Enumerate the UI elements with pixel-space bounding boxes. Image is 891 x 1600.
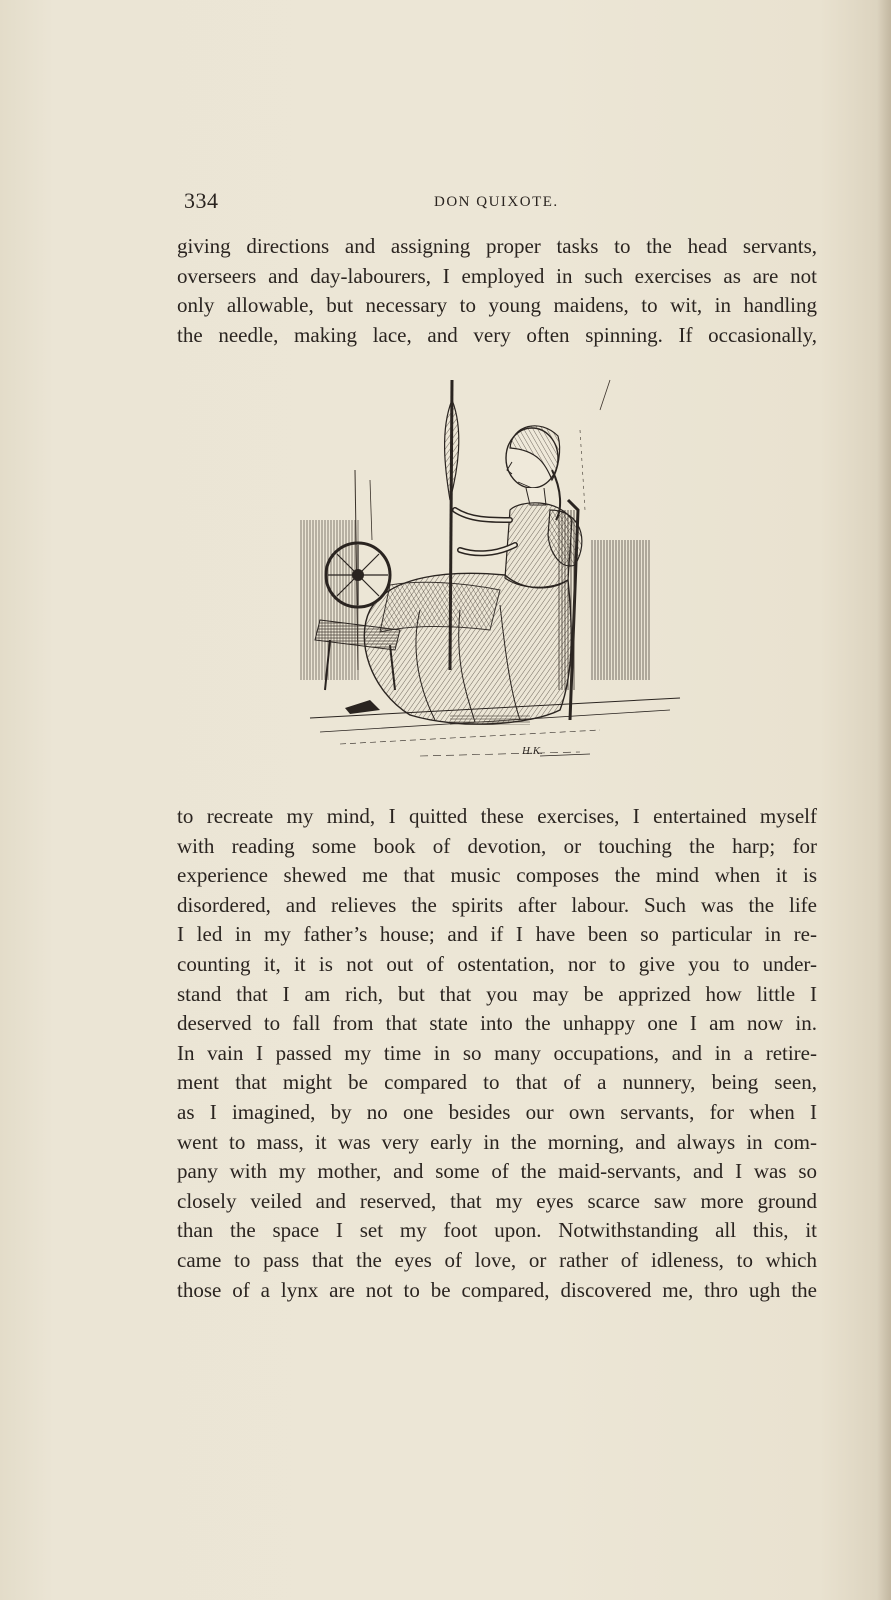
text-line: pany with my mother, and some of the maid-servants, and I was so — [177, 1159, 817, 1184]
text-line: disordered, and relieves the spirits after labour. Such was the life — [177, 892, 817, 917]
page-number: 334 — [184, 188, 219, 213]
text-line: those of a lynx are not to be compared, discovered me, thro ugh the — [177, 1277, 817, 1302]
svg-text:H.K.: H.K. — [522, 745, 543, 757]
text-line: came to pass that the eyes of love, or rather of idleness, to which — [177, 1247, 817, 1272]
text-line: experience shewed me that music composes the mind when it is — [177, 863, 817, 888]
engraving-illustration — [300, 370, 690, 780]
text-line: In vain I passed my time in so many occupations, and in a retire- — [177, 1040, 817, 1065]
running-head — [184, 188, 816, 218]
text-line: overseers and day-labourers, I employed in such exercises as are not — [177, 263, 817, 288]
text-line: ment that might be compared to that of a nunnery, being seen, — [177, 1070, 817, 1095]
body-text-bottom — [177, 802, 817, 1305]
text-line: counting it, it is not out of ostentation, nor to give you to under- — [177, 951, 817, 976]
text-line: closely veiled and reserved, that my eyes scarce saw more ground — [177, 1188, 817, 1213]
text-line: giving directions and assigning proper tasks to the head servants, — [177, 234, 817, 258]
text-line: stand that I am rich, but that you may be apprized how little I — [177, 981, 817, 1006]
text-line: with reading some book of devotion, or touching the harp; for — [177, 833, 817, 858]
text-line: deserved to fall from that state into the unhappy one I am now in. — [177, 1011, 817, 1036]
text-line: the needle, making lace, and very often spinning. If occasionally, — [177, 322, 817, 347]
page-edge-shadow — [877, 0, 891, 1600]
text-line: as I imagined, by no one besides our own servants, for when I — [177, 1099, 817, 1124]
text-line: only allowable, but necessary to young maidens, to wit, in handling — [177, 293, 817, 318]
body-text-top — [177, 232, 817, 350]
text-line: than the space I set my foot upon. Notwithstanding all this, it — [177, 1218, 817, 1243]
running-title: DON QUIXOTE. — [434, 194, 559, 210]
text-line: went to mass, it was very early in the morning, and always in com- — [177, 1129, 817, 1154]
spinning-woman-engraving — [300, 370, 690, 780]
text-line: to recreate my mind, I quitted these exercises, I entertained myself — [177, 804, 817, 828]
text-line: I led in my father’s house; and if I have been so particular in re- — [177, 922, 817, 947]
